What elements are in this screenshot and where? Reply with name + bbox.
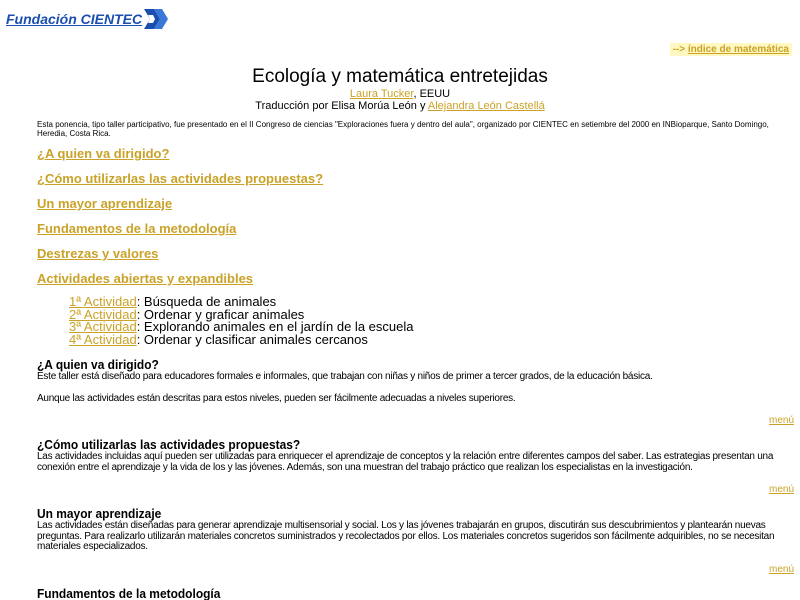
activity-link[interactable]: 3ª Actividad (69, 319, 137, 334)
activity-link[interactable]: 4ª Actividad (69, 331, 137, 347)
activity-item (69, 331, 413, 347)
content (37, 358, 794, 600)
section-heading: Un mayor aprendizaje (37, 506, 162, 521)
activity-list (69, 296, 413, 346)
math-index-link[interactable]: índice de matemática (687, 44, 789, 55)
translation-credit: Traducción por Elisa Morúa León y (255, 100, 428, 112)
section-usage (37, 438, 794, 495)
translator-link[interactable]: Alejandra León Castellá (427, 100, 545, 112)
section-learning (37, 507, 794, 575)
toc-link[interactable]: Un mayor aprendizaje (37, 196, 173, 211)
activity-link[interactable]: 1ª Actividad (69, 294, 137, 309)
section-methodology (37, 587, 794, 600)
arrow-text: --> (672, 44, 686, 55)
intro-text: Esta ponencia, tipo taller participativo, fue presentado en el II Congreso de ciencias "Exploraciones fuera y dentro del aula", organizado por CIENTEC en setiembre del 2000 en INBioparque, Santo Domingo, Heredia, Costa Rica. (37, 120, 769, 138)
toc-link[interactable]: ¿A quien va dirigido? (37, 146, 170, 161)
page-title: Ecología y matemática entretejidas (252, 66, 548, 87)
menu-link[interactable]: menú (768, 415, 794, 426)
activity-desc: : Explorando animales en el jardín de la escuela (136, 319, 414, 334)
cientec-logo[interactable] (6, 6, 168, 32)
logo-text[interactable]: Fundación CIENTEC (6, 11, 143, 27)
toc-link[interactable]: Actividades abiertas y expandibles (37, 271, 254, 286)
page-header (0, 65, 800, 112)
section-heading: ¿A quien va dirigido? (37, 357, 159, 372)
paragraph: Este taller está diseñado para educadores formales e informales, que trabajan con niñas y niños de primer a tercer grados, de la educación básica. (37, 371, 653, 382)
menu-link[interactable]: menú (768, 484, 794, 495)
cientec-cube-icon (140, 6, 168, 32)
table-of-contents (37, 146, 323, 296)
activity-desc: : Ordenar y graficar animales (136, 306, 305, 322)
toc-link[interactable]: Destrezas y valores (37, 246, 159, 261)
activity-link[interactable]: 2ª Actividad (69, 306, 137, 322)
menu-link[interactable]: menú (768, 563, 794, 575)
index-link-box (670, 43, 792, 56)
paragraph: Las actividades están diseñadas para generar aprendizaje multisensorial y social. Los y las jóvenes trabajarán en grupos, discutirán sus descubrimientos y plantearán nuevas preguntas. Para realizarlo utilizarán materiales concretos suministrados y recolectados por ellos. Los materiales concretos sugeridos son fácilmente adquiribles, no se necesitan materiales especializados. (37, 520, 775, 552)
section-heading: ¿Cómo utilizarlas las actividades propuestas? (37, 437, 301, 452)
section-heading: Fundamentos de la metodología (37, 585, 221, 600)
toc-link[interactable]: ¿Cómo utilizarlas las actividades propuestas? (37, 171, 324, 186)
activity-desc: : Ordenar y clasificar animales cercanos (136, 331, 368, 347)
section-audience (37, 358, 794, 426)
author-link[interactable]: Laura Tucker (349, 88, 414, 100)
paragraph: Aunque las actividades están descritas para estos niveles, pueden ser fácilmente adecuadas a niveles superiores. (37, 392, 516, 404)
toc-link[interactable]: Fundamentos de la metodología (37, 221, 237, 236)
activity-desc: : Búsqueda de animales (136, 294, 277, 309)
author-country: , EEUU (413, 88, 451, 100)
paragraph: Las actividades incluidas aquí pueden ser utilizadas para enriquecer el aprendizaje de conceptos y la relación entre diferentes campos del saber. Las estrategias presentan una conexión entre el aprendizaje y la vida de los y las jóvenes. Además, son una muestran del trabajo práctico que realizan los especialistas en la investigación. (37, 451, 774, 473)
